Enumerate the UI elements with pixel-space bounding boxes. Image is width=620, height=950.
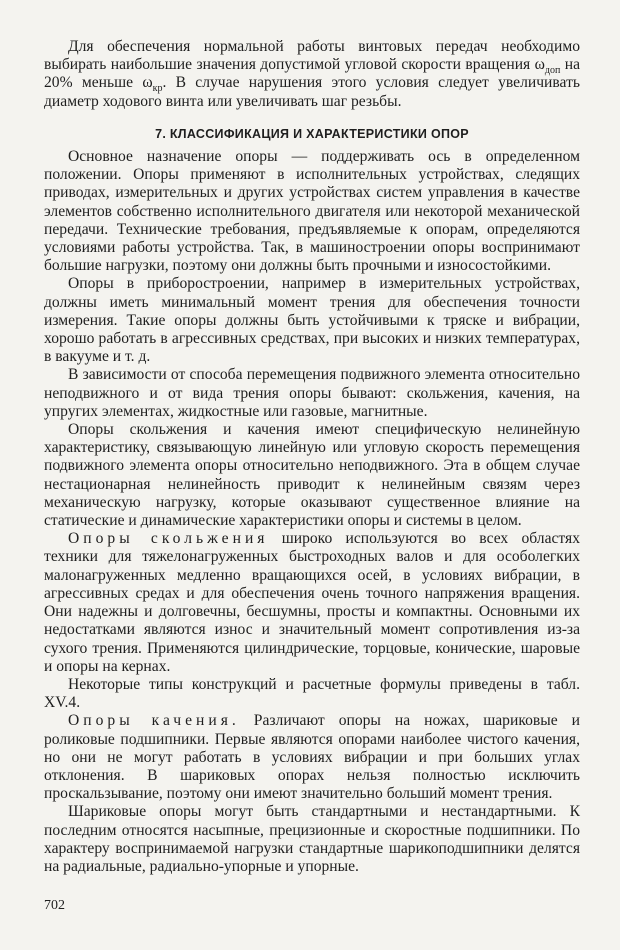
intro-paragraph bbox=[44, 38, 580, 111]
omega-critical bbox=[142, 74, 163, 95]
paragraph-nonlinear-characteristic: Опоры скольжения и качения имеют специфическую нелинейную характеристику, связывающую линейную или угловую скорость перемещения подвижного элемента опоры относительно неподвижного. Эта в общем случае нестационарная нелинейность приводит к нелинейным связям через механическую нагрузку, которые оказывают существенное влияние на статические и динамические характеристики опоры и системы в целом. bbox=[44, 421, 580, 530]
omega-symbol: ω bbox=[534, 56, 545, 74]
omega-symbol: ω bbox=[142, 74, 153, 92]
paragraph-support-types: В зависимости от способа перемещения подвижного элемента относительно неподвижного и от вида трения опоры бывают: скольжения, качения, на упругих элементах, жидкостные или газовые, магнитные. bbox=[44, 366, 580, 420]
paragraph-instrument-supports: Опоры в приборостроении, например в измерительных устройствах, должны иметь минимальный момент трения для обеспечения точности измерения. Такие опоры должны быть устойчивыми к тряске и вибрации, хорошо работать в агрессивных средствах, при высоких и низких температурах, в вакууме и т. д. bbox=[44, 275, 580, 366]
omega-subscript-critical: кр bbox=[152, 83, 163, 95]
page-number: 702 bbox=[44, 898, 65, 913]
intro-text-start: Для обеспечения нормальной работы винтовых передач необходимо выбирать наибольшие значения допустимой угловой скорости вращения bbox=[44, 38, 580, 74]
sliding-supports-term: Опоры скольжения bbox=[68, 530, 269, 548]
sliding-supports-text: широко используются во всех областях техники для тяжелонагруженных быстроходных валов и для особолегких малонагруженных медленно вращающихся осей, в условиях вибрации, в агрессивных средах и для обеспечения очень точного напряжения вращения. Они надежны и долговечны, бесшумны, просты и компактны. Основными их недостатками являются износ и значительный момент сопротивления из-за сухого трения. Применяются цилиндрические, торцовые, конические, шаровые и опоры на кернах. bbox=[44, 530, 580, 675]
rolling-supports-text: Различают опоры на ножах, шариковые и роликовые подшипники. Первые являются опорами наиболее чистого качения, но они не могут работать в условиях вибрации и при больших углах отклонения. В шариковых опорах нельзя полностью исключить проскальзывание, поэтому они имеют значительно больший момент трения. bbox=[44, 712, 580, 803]
intro-text-end: . В случае нарушения этого условия следует увеличивать диаметр ходового винта или увеличивать шаг резьбы. bbox=[44, 74, 580, 110]
body-text bbox=[44, 38, 580, 876]
omega-allowed bbox=[534, 56, 561, 77]
omega-subscript-allowed: доп bbox=[544, 65, 561, 77]
intro-text-middle: на 20% меньше bbox=[44, 56, 580, 92]
paragraph-table-reference: Некоторые типы конструкций и расчетные формулы приведены в табл. XV.4. bbox=[44, 675, 580, 712]
paragraph-sliding-supports bbox=[44, 530, 580, 676]
section-heading: 7. КЛАССИФИКАЦИЯ И ХАРАКТЕРИСТИКИ ОПОР bbox=[155, 126, 469, 141]
paragraph-purpose: Основное назначение опоры — поддерживать ось в определенном положении. Опоры применяют в исполнительных устройствах, следящих приводах, измерительных и других устройствах систем управления в качестве элементов собственно исполнительного двигателя или некоторой механической передачи. Технические требования, предъявляемые к опорам, определяются условиями работы устройства. Так, в машиностроении опоры воспринимают большие нагрузки, поэтому они должны быть прочными и износостойкими. bbox=[44, 148, 580, 275]
paragraph-rolling-supports bbox=[44, 712, 580, 803]
rolling-supports-term: Опоры качения. bbox=[68, 712, 240, 730]
paragraph-ball-supports: Шариковые опоры могут быть стандартными и нестандартными. К последним относятся насыпные, прецизионные и скоростные подшипники. По характеру воспринимаемой нагрузки стандартные шарикоподшипники делятся на радиальные, радиально-упорные и упорные. bbox=[44, 803, 580, 875]
